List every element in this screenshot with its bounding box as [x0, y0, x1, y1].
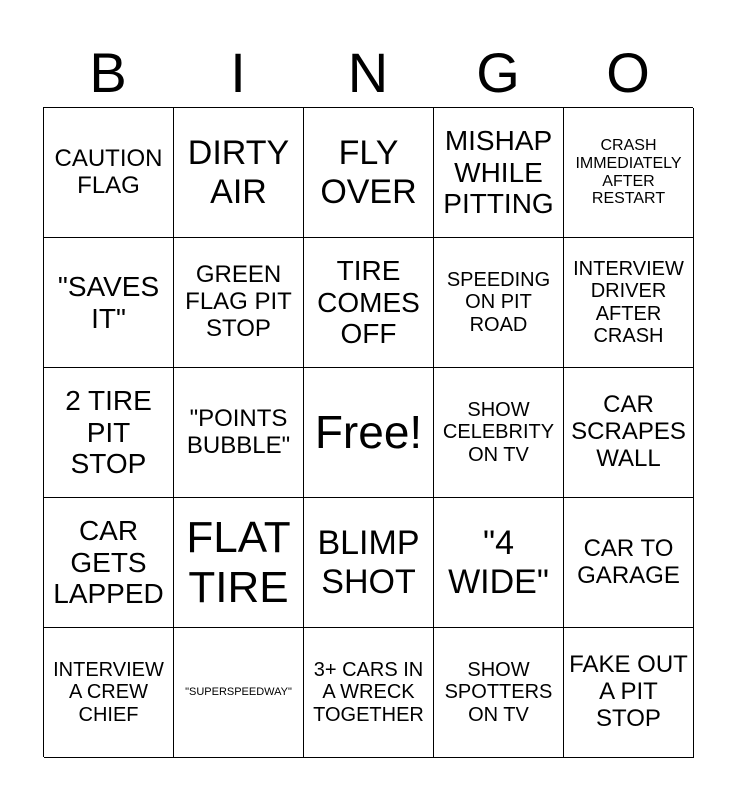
cell-text: CAUTION FLAG: [54, 144, 163, 199]
cell-text: MISHAP WHILE PITTING: [443, 125, 554, 220]
cell-text: FLY OVER: [320, 134, 417, 211]
bingo-cell-r5-c4[interactable]: [434, 628, 564, 758]
cell-text: CRASH IMMEDIATELY AFTER RESTART: [575, 136, 682, 208]
bingo-cell-r3-c4[interactable]: [434, 368, 564, 498]
bingo-cell-r5-c2[interactable]: [174, 628, 304, 758]
cell-text: SHOW CELEBRITY ON TV: [442, 398, 555, 466]
cell-text: FAKE OUT A PIT STOP: [569, 651, 688, 732]
cell-text: DIRTY AIR: [187, 134, 290, 211]
bingo-cell-r2-c3[interactable]: [304, 238, 434, 368]
cell-text: BLIMP SHOT: [317, 524, 420, 601]
bingo-cell-r4-c3[interactable]: [304, 498, 434, 628]
cell-text: 3+ CARS IN A WRECK TOGETHER: [313, 658, 424, 726]
header-letter-b: B: [89, 41, 127, 104]
cell-text: "4 WIDE": [448, 524, 549, 601]
bingo-cell-free[interactable]: [304, 368, 434, 498]
header-letter-n: N: [347, 41, 389, 104]
cell-text: SPEEDING ON PIT ROAD: [446, 268, 551, 336]
bingo-cell-r1-c1[interactable]: [44, 108, 174, 238]
bingo-cell-r4-c4[interactable]: [434, 498, 564, 628]
bingo-cell-r4-c2[interactable]: [174, 498, 304, 628]
cell-text: INTERVIEW A CREW CHIEF: [53, 658, 164, 726]
bingo-grid: [43, 107, 693, 757]
bingo-cell-r2-c2[interactable]: [174, 238, 304, 368]
header-letter-i: I: [230, 41, 246, 104]
bingo-cell-r5-c5[interactable]: [564, 628, 694, 758]
cell-text: "SUPERSPEEDWAY": [185, 686, 292, 699]
bingo-cell-r2-c1[interactable]: [44, 238, 174, 368]
cell-text: INTERVIEW DRIVER AFTER CRASH: [573, 257, 684, 347]
cell-text: CAR SCRAPES WALL: [571, 391, 686, 472]
bingo-cell-r2-c5[interactable]: [564, 238, 694, 368]
header-letter-o: O: [606, 41, 650, 104]
bingo-cell-r4-c5[interactable]: [564, 498, 694, 628]
free-space-text: Free!: [314, 405, 423, 458]
bingo-cell-r5-c1[interactable]: [44, 628, 174, 758]
cell-text: SHOW SPOTTERS ON TV: [444, 658, 553, 726]
bingo-cell-r1-c5[interactable]: [564, 108, 694, 238]
cell-text: GREEN FLAG PIT STOP: [185, 261, 292, 342]
cell-text: FLAT TIRE: [186, 513, 291, 612]
bingo-cell-r5-c3[interactable]: [304, 628, 434, 758]
bingo-cell-r3-c5[interactable]: [564, 368, 694, 498]
bingo-cell-r1-c2[interactable]: [174, 108, 304, 238]
cell-text: CAR TO GARAGE: [577, 534, 680, 589]
bingo-cell-r4-c1[interactable]: [44, 498, 174, 628]
bingo-cell-r2-c4[interactable]: [434, 238, 564, 368]
cell-text: TIRE COMES OFF: [317, 255, 420, 350]
bingo-cell-r3-c2[interactable]: [174, 368, 304, 498]
cell-text: 2 TIRE PIT STOP: [65, 385, 152, 480]
bingo-cell-r3-c1[interactable]: [44, 368, 174, 498]
bingo-cell-r1-c4[interactable]: [434, 108, 564, 238]
cell-text: "SAVES IT": [57, 271, 160, 334]
header-letter-g: G: [476, 41, 520, 104]
cell-text: "POINTS BUBBLE": [186, 404, 291, 459]
bingo-cell-r1-c3[interactable]: [304, 108, 434, 238]
bingo-header: [43, 40, 693, 106]
cell-text: CAR GETS LAPPED: [53, 515, 164, 610]
